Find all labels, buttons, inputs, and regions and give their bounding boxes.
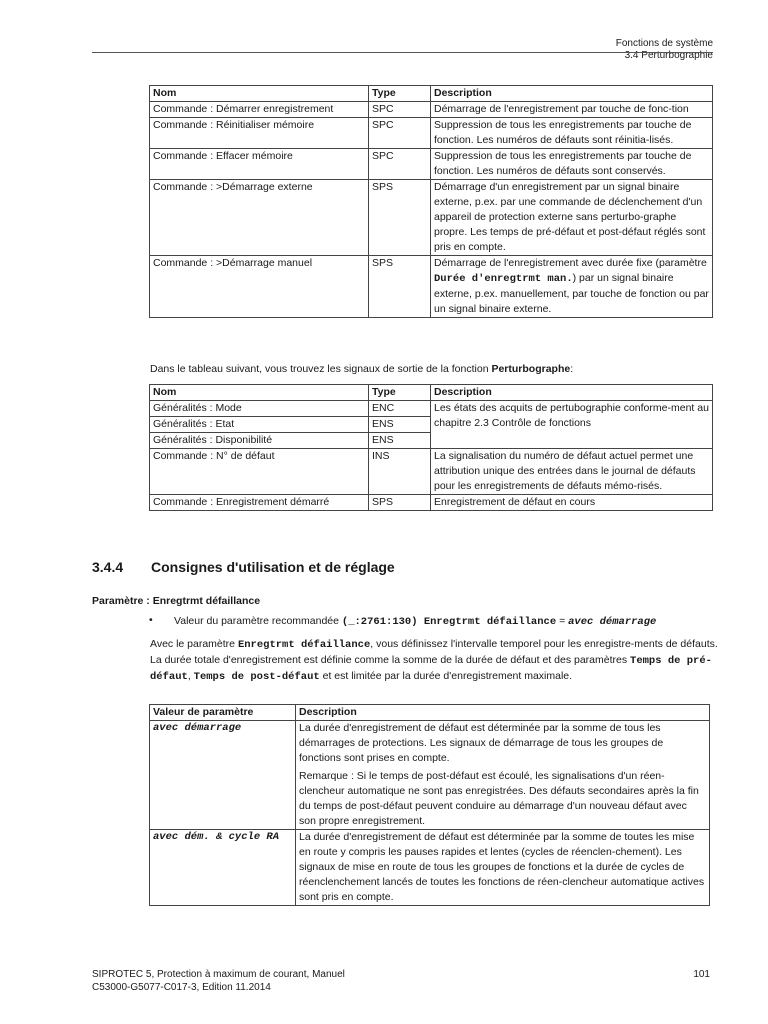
cell-type: ENS: [369, 417, 431, 433]
para-text: , vous définissez l'intervalle temporel pour les enregistre-ments de défauts. La durée totale d'enregistrement est définie comme la somme de la durée de défaut et des paramètres: [150, 638, 718, 666]
commands-table: [149, 85, 713, 318]
section-number: 3.4.4: [92, 559, 124, 575]
cell-type: SPS: [369, 495, 431, 511]
cell-nom: Commande : Effacer mémoire: [150, 149, 369, 180]
cell-nom: Généralités : Mode: [150, 401, 369, 417]
cell-desc: [296, 721, 710, 830]
col-nom: Nom: [150, 385, 369, 401]
desc-text: La durée d'enregistrement de défaut est déterminée par la somme de tous les démarrages de protections. Les signaux de démarrage de tous les groupes de fonctions sont prises en compte.: [299, 722, 664, 764]
table-row: [150, 495, 713, 511]
table-header-row: [150, 86, 713, 102]
cell-desc: Démarrage d'un enregistrement par un signal binaire externe, p.ex. par une commande de déclenchement d'un appareil de protection externe sans perturbo-graphe propre. Les temps de pré-défaut et post-défaut réglés sont pris en compte.: [431, 180, 713, 256]
table-row: [150, 180, 713, 256]
cell-type: SPC: [369, 118, 431, 149]
body-paragraph: [150, 637, 718, 685]
table-row: [150, 830, 710, 906]
param-code: Durée d'enregtrmt man.: [434, 273, 573, 285]
cell-desc: La signalisation du numéro de défaut actuel permet une attribution unique des entrées dans le journal de défauts pour les enregistrements de défauts mémo-risés.: [431, 449, 713, 495]
col-type: Type: [369, 385, 431, 401]
col-description: Description: [431, 385, 713, 401]
para-text: et est limitée par la durée d'enregistrement maximale.: [319, 670, 573, 682]
cell-type: INS: [369, 449, 431, 495]
section-title: Consignes d'utilisation et de réglage: [151, 559, 395, 575]
cell-desc: [431, 256, 713, 318]
page-number: 101: [693, 969, 710, 980]
cell-value: avec dém. & cycle RA: [150, 830, 296, 906]
parameter-values-table: [149, 704, 710, 906]
intro-end: :: [570, 363, 574, 375]
cell-nom: Généralités : Disponibilité: [150, 433, 369, 449]
param-code: (_:2761:130) Enregtrmt défaillance: [341, 616, 557, 628]
col-type: Type: [369, 86, 431, 102]
desc-text: Démarrage de l'enregistrement avec durée fixe (paramètre: [434, 257, 707, 269]
cell-desc: La durée d'enregistrement de défaut est déterminée par la somme de toutes les mise en route y compris les pauses rapides et lentes (cycles de réenclen-chement). Les signaux de mise en route de tous les groupes de fonctions et la durée de cycles de réenclenchement lancés de toutes les fonctions de réen-clencheur automatique actives sont pris en compte.: [296, 830, 710, 906]
cell-desc: Suppression de tous les enregistrements par touche de fonction. Les numéros de défauts sont conservés.: [431, 149, 713, 180]
col-description: Description: [296, 705, 710, 721]
table-row: [150, 449, 713, 495]
cell-type: ENC: [369, 401, 431, 417]
remark-text: Remarque : Si le temps de post-défaut est écoulé, les signalisations d'un réen-clencheur automatique ne sont pas enregistrées. Des défauts secondaires après la fin du temps de post-défaut peuvent conduire au démarrage d'un nouveau défaut avec son propre enregistrement.: [299, 770, 699, 827]
header-rule: [92, 52, 713, 53]
cell-nom: Commande : Enregistrement démarré: [150, 495, 369, 511]
cell-nom: Commande : N° de défaut: [150, 449, 369, 495]
cell-desc-merged: Les états des acquits de pertubographie conforme-ment au chapitre 2.3 Contrôle de fonctions: [431, 401, 713, 449]
para-text: ,: [187, 670, 194, 682]
bullet-text: Valeur du paramètre recommandée: [174, 615, 342, 627]
table-row: [150, 401, 713, 417]
cell-type: SPC: [369, 149, 431, 180]
cell-type: SPS: [369, 180, 431, 256]
table-row: [150, 256, 713, 318]
header-section: 3.4 Perturbographie: [624, 50, 713, 61]
cell-desc: Démarrage de l'enregistrement par touche de fonc-tion: [431, 102, 713, 118]
param-code: Enregtrmt défaillance: [237, 639, 371, 651]
param-value: avec démarrage: [568, 616, 657, 628]
running-header: [616, 38, 713, 62]
bullet-eq: =: [556, 615, 569, 627]
param-code: Temps de post-défaut: [193, 671, 320, 683]
cell-nom: Commande : Réinitialiser mémoire: [150, 118, 369, 149]
table-row: [150, 721, 710, 830]
table-row: [150, 149, 713, 180]
table-header-row: [150, 705, 710, 721]
desc-text: ) par un signal binaire externe, p.ex. manuellement, par touche de fonction ou par un signal binaire externe.: [434, 272, 709, 315]
cell-type: ENS: [369, 433, 431, 449]
intro-paragraph: [150, 362, 715, 377]
col-description: Description: [431, 86, 713, 102]
cell-desc: Suppression de tous les enregistrements par touche de fonction. Les numéros de défauts sont réinitia-lisés.: [431, 118, 713, 149]
cell-type: SPS: [369, 256, 431, 318]
cell-value: avec démarrage: [150, 721, 296, 830]
para-text: Avec le paramètre: [150, 638, 238, 650]
footer-title: SIPROTEC 5, Protection à maximum de courant, Manuel: [92, 969, 345, 980]
bullet-item: [150, 614, 720, 630]
col-value: Valeur de paramètre: [150, 705, 296, 721]
cell-nom: Commande : Démarrer enregistrement: [150, 102, 369, 118]
table-header-row: [150, 385, 713, 401]
parameter-heading: Paramètre : Enregtrmt défaillance: [92, 595, 261, 607]
cell-nom: Généralités : Etat: [150, 417, 369, 433]
cell-type: SPC: [369, 102, 431, 118]
cell-nom: Commande : >Démarrage manuel: [150, 256, 369, 318]
param-code: Temps de pré-défaut: [150, 655, 712, 683]
table-row: [150, 118, 713, 149]
bullet-icon: •: [149, 614, 153, 626]
function-name: Perturbographe: [491, 363, 571, 375]
col-nom: Nom: [150, 86, 369, 102]
output-signals-table: [149, 384, 713, 511]
footer-doc-id: C53000-G5077-C017-3, Edition 11.2014: [92, 982, 271, 993]
intro-text: Dans le tableau suivant, vous trouvez les signaux de sortie de la fonction: [150, 363, 492, 375]
cell-desc: Enregistrement de défaut en cours: [431, 495, 713, 511]
table-row: [150, 102, 713, 118]
footer: [92, 968, 345, 994]
cell-nom: Commande : >Démarrage externe: [150, 180, 369, 256]
header-chapter: Fonctions de système: [615, 38, 713, 49]
